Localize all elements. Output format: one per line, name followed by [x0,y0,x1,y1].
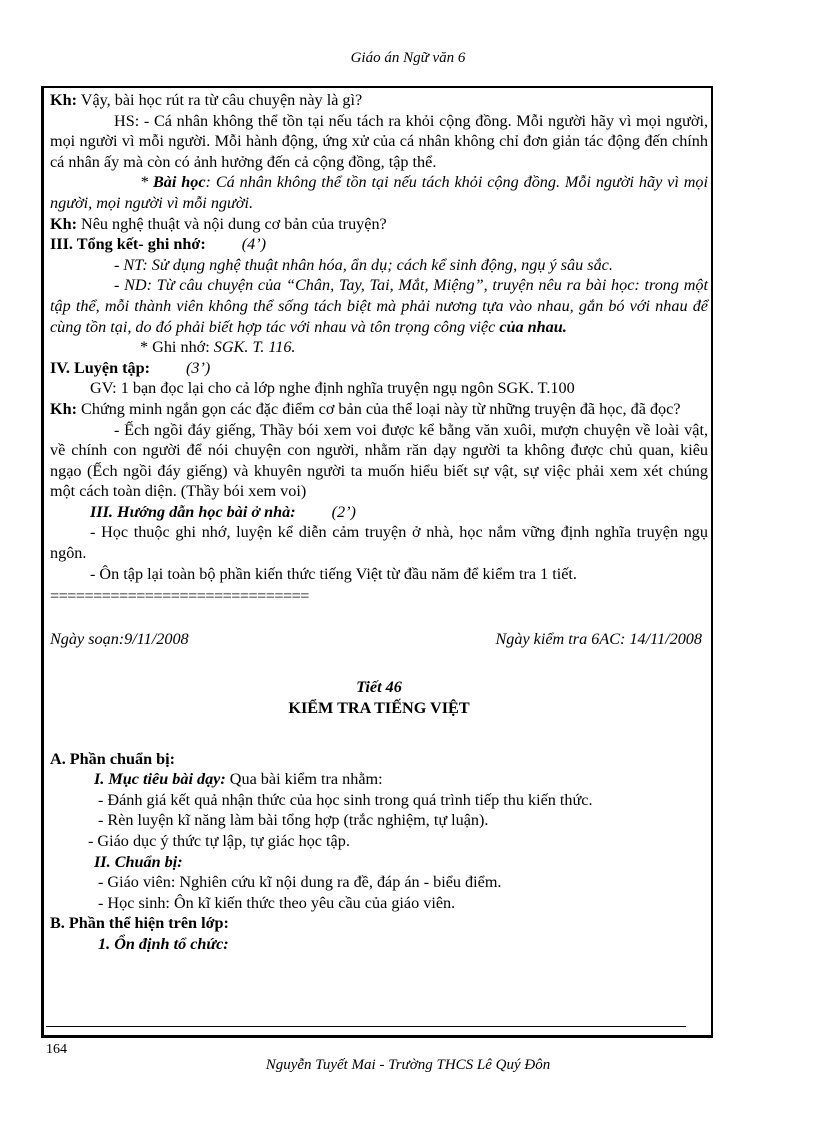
example-answer: - Ếch ngồi đáy giếng, Thầy bói xem voi được kể bằng văn xuôi, mượn chuyện về loài vật, về chính con người để nói chuyện con người, nhằm răn dạy người ta không được chủ quan, kiêu ngạo (Ếch ngồi đáy giếng) và khuyên người ta muốn hiểu biết sự vật, sự việc phải xem xét chúng một cách toàn diện. (Thầy bói xem voi) [50,420,708,501]
preparation-student: - Học sinh: Ôn kĩ kiến thức theo yêu cầu của giáo viên. [98,893,456,912]
lesson-number: Tiết 46 [356,678,402,697]
homework-item-1: - Học thuộc ghi nhớ, luyện kể diễn cảm truyện ở nhà, học nắm vững định nghĩa truyện ngụ ngôn. [50,523,708,563]
separator-line: ============================== [50,587,309,606]
art-summary: - NT: Sử dụng nghệ thuật nhân hóa, ẩn dụ; cách kể sinh động, ngụ ý sâu sắc. [114,255,613,274]
homework-item-2: - Ôn tập lại toàn bộ phần kiến thức tiếng Việt từ đầu năm để kiểm tra 1 tiết. [90,564,577,583]
objective-1: - Đánh giá kết quả nhận thức của học sinh trong quá trình tiếp thu kiến thức. [98,790,593,809]
page-header: Giáo án Ngữ văn 6 [350,50,466,66]
page-number: 164 [46,1042,67,1057]
objective-2: - Rèn luyện kĩ năng làm bài tổng hợp (trắc nghiệm, tự luận). [98,811,489,830]
homework-heading: III. Hướng dẫn học bài ở nhà: (2’) [90,502,356,521]
teacher-instruction: GV: 1 bạn đọc lại cho cả lớp nghe định nghĩa truyện ngụ ngôn SGK. T.100 [90,379,575,398]
lesson-title: KIỂM TRA TIẾNG VIỆT [288,699,470,718]
bottom-rule [46,1026,686,1027]
lesson-content-box [41,86,713,1038]
preparation-heading: II. Chuẩn bị: [94,852,183,871]
section-a-heading: A. Phần chuẩn bị: [50,749,176,768]
lesson-learned: * Bài học: Cá nhân không thể tồn tại nếu tách khỏi cộng đồng. Mỗi người hãy vì mọi người, mọi người vì mỗi người. [50,173,709,212]
question-2: Kh: Nêu nghệ thuật và nội dung cơ bản của truyện? [50,214,387,233]
section-b-heading: B. Phần thể hiện trên lớp: [50,914,229,933]
test-date: Ngày kiểm tra 6AC: 14/11/2008 [495,629,702,648]
section-3-heading: III. Tổng kết- ghi nhớ: (4’) [50,235,267,254]
remember-note: * Ghi nhớ: SGK. T. 116. [140,338,296,357]
objective-3: - Giáo dục ý thức tự lập, tự giác học tập. [88,832,350,850]
section-4-heading: IV. Luyện tập: (3’) [50,358,211,377]
dates-row [50,629,708,650]
kh-label: Kh: [50,91,77,109]
preparation-teacher: - Giáo viên: Nghiên cứu kĩ nội dung ra đề, đáp án - biểu điểm. [98,873,502,892]
student-answer: HS: - Cá nhân không thể tồn tại nếu tách ra khỏi cộng đồng. Mỗi người hãy vì mọi người, mọi người vì mỗi người. Mỗi hành động, ứng xử của cá nhân không chỉ đơn giản tác động đến chính cá nhân ấy mà còn có ảnh hưởng đến cả cộng đồng, tập thể. [50,111,708,171]
page-footer: Nguyễn Tuyết Mai - Trường THCS Lê Quý Đôn [265,1057,551,1073]
objectives-heading: I. Mục tiêu bài dạy: Qua bài kiểm tra nhằm: [94,770,383,789]
question-1: Kh: Vậy, bài học rút ra từ câu chuyện này là gì? [50,91,363,109]
lesson-text [50,90,708,955]
content-summary: - ND: Từ câu chuyện của “Chân, Tay, Tai, Mắt, Miệng”, truyện nêu ra bài học: trong một tập thể, mỗi thành viên không thể sống tách biệt mà phải nương tựa vào nhau, gắn bó với nhau để cùng tồn tại, do đó phải biết hợp tác với nhau và tôn trọng công việc của nhau. [50,276,708,336]
stabilize-class-heading: 1. Ổn định tổ chức: [98,934,229,953]
question-3: Kh: Chứng minh ngắn gọn các đặc điểm cơ bản của thể loại này từ những truyện đã học, đã đọc? [50,399,681,418]
prep-date: Ngày soạn:9/11/2008 [50,629,189,648]
